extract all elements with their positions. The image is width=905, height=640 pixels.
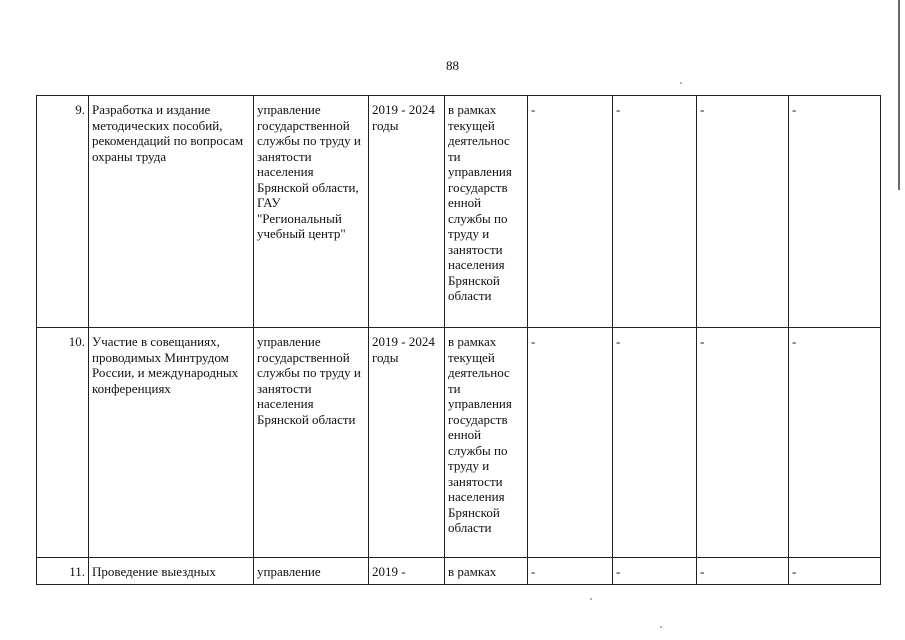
value-cell: - [697,96,789,328]
value-cell: - [613,96,697,328]
activity-name: Участие в совещаниях, проводимых Минтрудом России, и международных конференциях [89,328,254,558]
program-activities-table [36,95,881,585]
value-cell: - [789,328,881,558]
value-cell: - [789,558,881,585]
value-cell: - [697,558,789,585]
value-cell: - [528,558,613,585]
period: 2019 - [369,558,445,585]
executor: управление [254,558,369,585]
value-cell: - [697,328,789,558]
funding-source: в рамках [445,558,528,585]
value-cell: - [528,328,613,558]
activity-name: Проведение выездных [89,558,254,585]
row-number: 9. [37,96,89,328]
row-number: 11. [37,558,89,585]
scan-speck [660,626,662,628]
activity-name: Разработка и издание методических пособий, рекомендаций по вопросам охраны труда [89,96,254,328]
value-cell: - [528,96,613,328]
funding-source: в рамках текущей деятельнос ти управления государств енной службы по труду и занятости населения Брянской области [445,96,528,328]
funding-source: в рамках текущей деятельнос ти управления государств енной службы по труду и занятости населения Брянской области [445,328,528,558]
period: 2019 - 2024 годы [369,328,445,558]
value-cell: - [613,328,697,558]
scan-edge-mark [898,0,900,190]
table-row [37,558,881,585]
page-number: 88 [446,58,459,73]
scan-speck [680,82,682,84]
scan-speck [590,598,592,600]
executor: управление государственной службы по труду и занятости населения Брянской области, ГАУ "Региональный учебный центр" [254,96,369,328]
executor: управление государственной службы по труду и занятости населения Брянской области [254,328,369,558]
table-row [37,328,881,558]
value-cell: - [789,96,881,328]
period: 2019 - 2024 годы [369,96,445,328]
value-cell: - [613,558,697,585]
row-number: 10. [37,328,89,558]
table-row [37,96,881,328]
